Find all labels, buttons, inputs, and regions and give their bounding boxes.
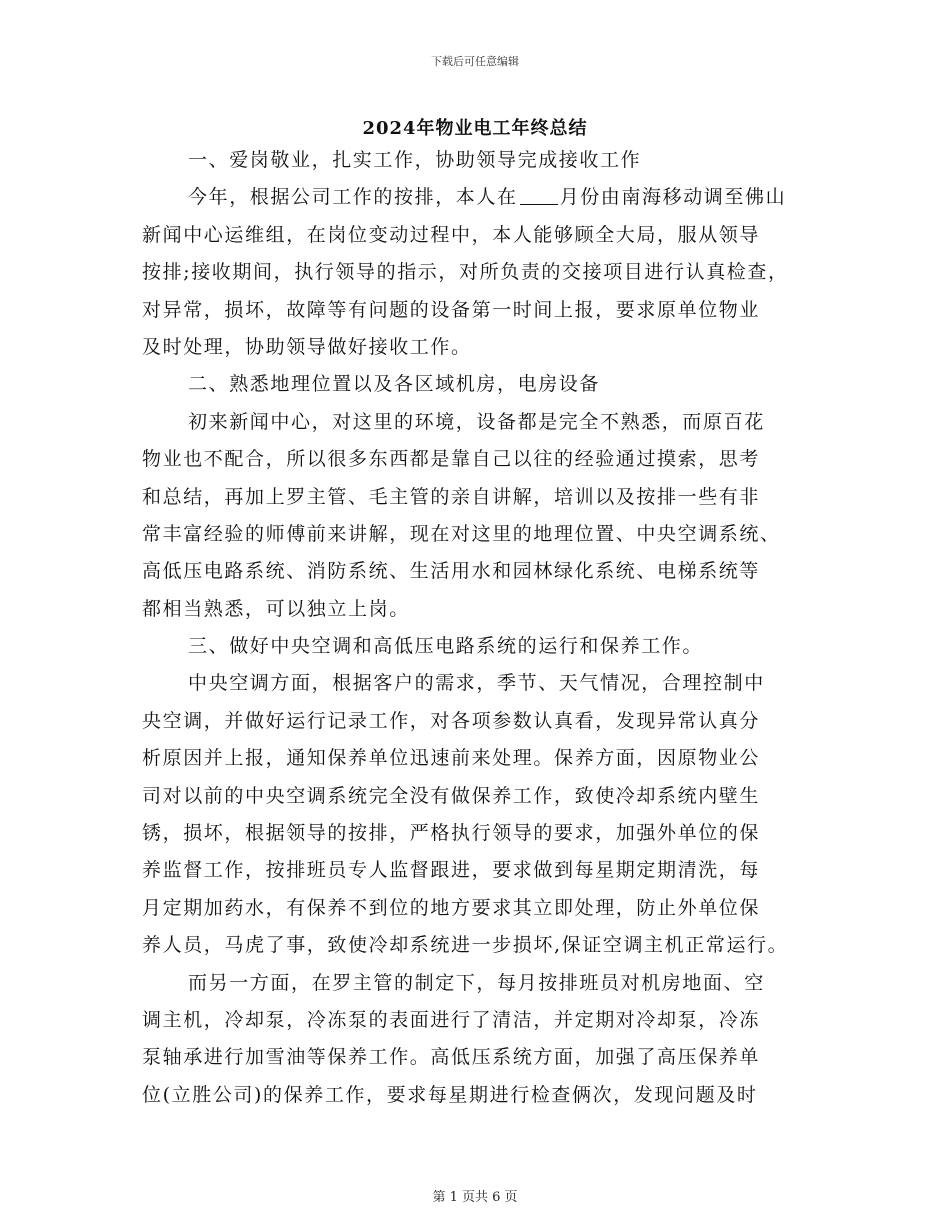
- line-text: 月定期加药水，有保养不到位的地方要求其立即处理，防止外单位保: [142, 896, 761, 919]
- line-text: 常丰富经验的师傅前来讲解，现在对这里的地理位置、中央空调系统、: [142, 522, 781, 545]
- line-text: 高低压电路系统、消防系统、生活用水和园林绿化系统、电梯系统等: [142, 560, 761, 583]
- text-line: [142, 1077, 822, 1114]
- line-text: 物业也不配合，所以很多东西都是靠自己以往的经验通过摸索，思考: [142, 448, 761, 471]
- text-line: [142, 217, 822, 254]
- line-text: 今年，根据公司工作的按排，本人在: [188, 186, 518, 209]
- text-line: [142, 890, 822, 927]
- text-line: [142, 329, 822, 366]
- line-text: 位(立胜公司)的保养工作，要求每星期进行检查俩次，发现问题及时: [142, 1083, 758, 1106]
- text-line: [142, 404, 822, 441]
- line-text: 三、做好中央空调和高低压电路系统的运行和保养工作。: [188, 635, 704, 658]
- line-text: 泵轴承进行加雪油等保养工作。高低压系统方面，加强了高压保养单: [142, 1046, 761, 1069]
- text-line: [142, 628, 822, 665]
- text-line: [142, 292, 822, 329]
- line-text: 对异常，损坏，故障等有问题的设备第一时间上报，要求原单位物业: [142, 298, 761, 321]
- line-text: 析原因并上报，通知保养单位迅速前来处理。保养方面，因原物业公: [142, 747, 761, 770]
- line-text: 初来新闻中心，对这里的环境，设备都是完全不熟悉，而原百花: [188, 410, 765, 433]
- fill-blank: [520, 184, 558, 205]
- line-text: 养监督工作，按排班员专人监督跟进，要求做到每星期定期清洗，每: [142, 859, 761, 882]
- line-text: 而另一方面，在罗主管的制定下，每月按排班员对机房地面、空: [188, 971, 765, 994]
- text-line: [142, 815, 822, 852]
- line-text: 养人员，马虎了事，致使冷却系统进一步损坏,保证空调主机正常运行。: [142, 934, 789, 957]
- line-text: 二、熟悉地理位置以及各区域机房，电房设备: [188, 373, 601, 396]
- line-text: 中央空调方面，根据客户的需求，季节、天气情况，合理控制中: [188, 672, 765, 695]
- text-line: [142, 665, 822, 702]
- line-text: 锈，损坏，根据领导的按排，严格执行领导的要求，加强外单位的保: [142, 822, 761, 845]
- text-line: [142, 366, 822, 403]
- page-footer: 第 1 页共 6 页: [432, 1190, 518, 1205]
- line-text: 一、爱岗敬业，扎实工作，协助领导完成接收工作: [188, 149, 642, 171]
- text-line: [142, 740, 822, 777]
- text-line: [142, 965, 822, 1002]
- text-line: [142, 1039, 822, 1076]
- line-text: 调主机，冷却泵，冷冻泵的表面进行了清洁，并定期对冷却泵，冷冻: [142, 1008, 761, 1031]
- text-line: [142, 142, 822, 179]
- text-line: [142, 479, 822, 516]
- text-line: [142, 254, 822, 291]
- line-text: 都相当熟悉，可以独立上岗。: [142, 597, 410, 620]
- text-line: [142, 703, 822, 740]
- text-line: [142, 441, 822, 478]
- text-line: [142, 516, 822, 553]
- text-line: [142, 179, 822, 216]
- text-line: [142, 1002, 822, 1039]
- document-body: [142, 142, 822, 1114]
- text-line: [142, 553, 822, 590]
- text-line: [142, 927, 822, 964]
- line-text-after: 月份由南海移动调至佛山: [559, 186, 787, 209]
- text-line: [142, 852, 822, 889]
- line-text: 及时处理，协助领导做好接收工作。: [142, 335, 472, 358]
- line-text: 司对以前的中央空调系统完全没有做保养工作，致使冷却系统内壁生: [142, 784, 761, 807]
- page-title: 2024年物业电工年终总结: [362, 118, 588, 139]
- line-text: 央空调，并做好运行记录工作，对各项参数认真看，发现异常认真分: [142, 709, 761, 732]
- line-text: 新闻中心运维组，在岗位变动过程中，本人能够顾全大局，服从领导: [142, 223, 761, 246]
- header-note: 下载后可任意编辑: [431, 55, 519, 68]
- text-line: [142, 778, 822, 815]
- text-line: [142, 591, 822, 628]
- line-text: 按排;接收期间，执行领导的指示，对所负责的交接项目进行认真检查，: [142, 261, 789, 284]
- line-text: 和总结，再加上罗主管、毛主管的亲自讲解，培训以及按排一些有非: [142, 485, 761, 508]
